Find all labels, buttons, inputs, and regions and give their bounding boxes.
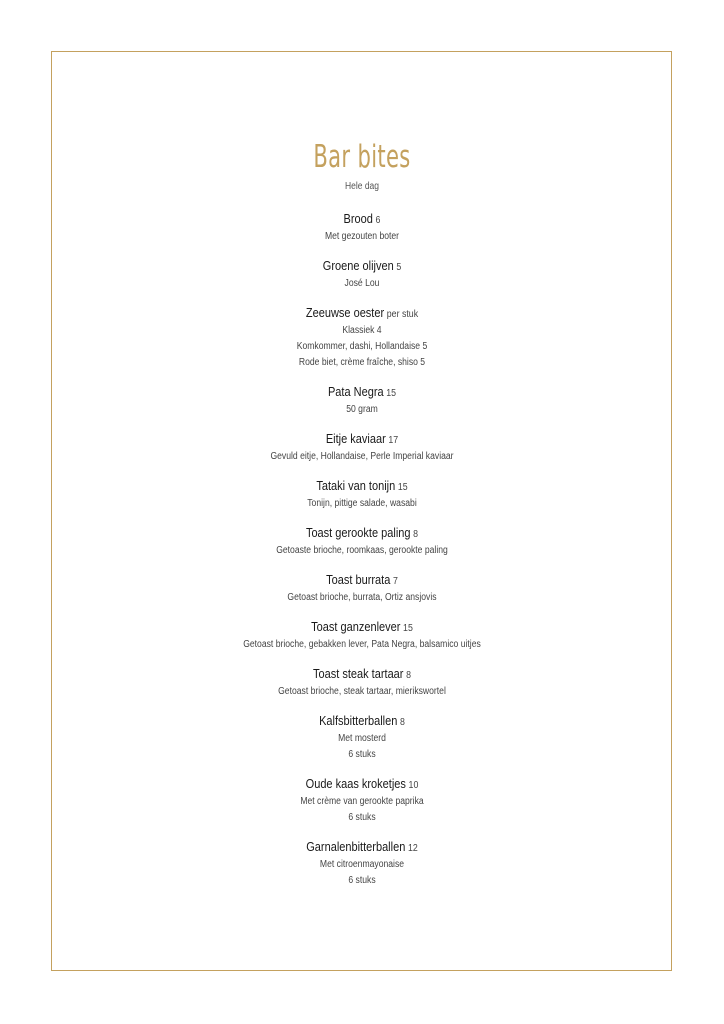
menu-item-name: Kalfsbitterballen [319, 714, 398, 728]
menu-item-price: 15 [397, 482, 408, 493]
menu-item-heading [43, 258, 680, 276]
menu-item [0, 478, 724, 512]
menu-item-heading [43, 666, 680, 684]
menu-item [0, 713, 724, 763]
menu-item-description: Getoast brioche, burrata, Ortiz ansjovis [287, 592, 437, 603]
menu-item-price: 8 [400, 717, 405, 728]
menu-item-description: Komkommer, dashi, Hollandaise 5 [296, 341, 428, 352]
menu-item [0, 305, 724, 371]
menu-item-price: 8 [413, 529, 419, 540]
menu-item [0, 666, 724, 700]
menu-item-name: Groene olijven [322, 259, 394, 273]
menu-item-description: Met citroenmayonaise [319, 859, 405, 870]
menu-item-heading [43, 572, 680, 590]
menu-item-price: 15 [386, 388, 397, 399]
menu-item-heading [43, 713, 680, 731]
menu-item-name: Toast steak tartaar [312, 667, 404, 681]
menu-item-price: per stuk [386, 309, 419, 320]
menu-item [0, 431, 724, 465]
menu-item [0, 572, 724, 606]
menu-item-name: Toast ganzenlever [311, 620, 401, 634]
menu-title: Bar bites [313, 139, 411, 175]
menu-item-price: 12 [407, 843, 418, 854]
menu-item-heading [43, 525, 680, 543]
menu-item-name: Garnalenbitterballen [306, 840, 406, 854]
menu-item-heading [43, 211, 680, 229]
menu-item-heading [43, 619, 680, 637]
menu-item [0, 619, 724, 653]
menu-item-price: 8 [406, 670, 412, 681]
menu-item-description: 6 stuks [348, 749, 376, 760]
menu-item-price: 6 [375, 215, 381, 226]
menu-item-heading [43, 305, 680, 323]
menu-item-price: 5 [396, 262, 402, 273]
menu-item-price: 7 [392, 576, 398, 587]
menu-subtitle: Hele dag [344, 181, 380, 192]
menu-item-description: Klassiek 4 [342, 325, 382, 336]
menu-item-heading [43, 478, 680, 496]
menu-item-heading [43, 384, 680, 402]
menu-item-description: Met gezouten boter [324, 231, 400, 242]
menu-item [0, 384, 724, 418]
menu-item-description: 6 stuks [348, 812, 376, 823]
menu-item [0, 258, 724, 292]
menu-item [0, 839, 724, 889]
menu-item-description: José Lou [344, 278, 380, 289]
menu-item [0, 211, 724, 245]
menu-item-name: Pata Negra [327, 385, 384, 399]
menu-item-name: Oude kaas kroketjes [305, 777, 406, 791]
menu-item-name: Toast burrata [326, 573, 391, 587]
menu-item-description: Getoast brioche, gebakken lever, Pata Negra, balsamico uitjes [243, 639, 481, 650]
menu-item-name: Tataki van tonijn [316, 479, 396, 493]
menu-item-description: 6 stuks [348, 875, 376, 886]
menu-item-name: Zeeuwse oester [305, 306, 385, 320]
menu-item-price: 17 [388, 435, 399, 446]
menu-item-price: 10 [408, 780, 419, 791]
menu-item-description: Getoast brioche, steak tartaar, mierikswortel [278, 686, 446, 697]
menu-item-description: Gevuld eitje, Hollandaise, Perle Imperial kaviaar [270, 451, 454, 462]
menu-item-name: Brood [343, 212, 373, 226]
menu-item-name: Eitje kaviaar [325, 432, 386, 446]
menu-item-description: Met crème van gerookte paprika [300, 796, 424, 807]
menu-item-description: 50 gram [346, 404, 378, 415]
menu-item-name: Toast gerookte paling [305, 526, 411, 540]
menu-list [0, 211, 724, 902]
menu-item-description: Met mosterd [338, 733, 386, 744]
menu-item-price: 15 [403, 623, 413, 634]
menu-item-heading [43, 431, 680, 449]
menu-item-description: Tonijn, pittige salade, wasabi [307, 498, 417, 509]
menu-item-description: Rode biet, crème fraîche, shiso 5 [298, 357, 426, 368]
menu-item-heading [43, 776, 680, 794]
menu-item-description: Getoaste brioche, roomkaas, gerookte paling [276, 545, 448, 556]
menu-item [0, 776, 724, 826]
menu-item-heading [43, 839, 680, 857]
menu-item [0, 525, 724, 559]
